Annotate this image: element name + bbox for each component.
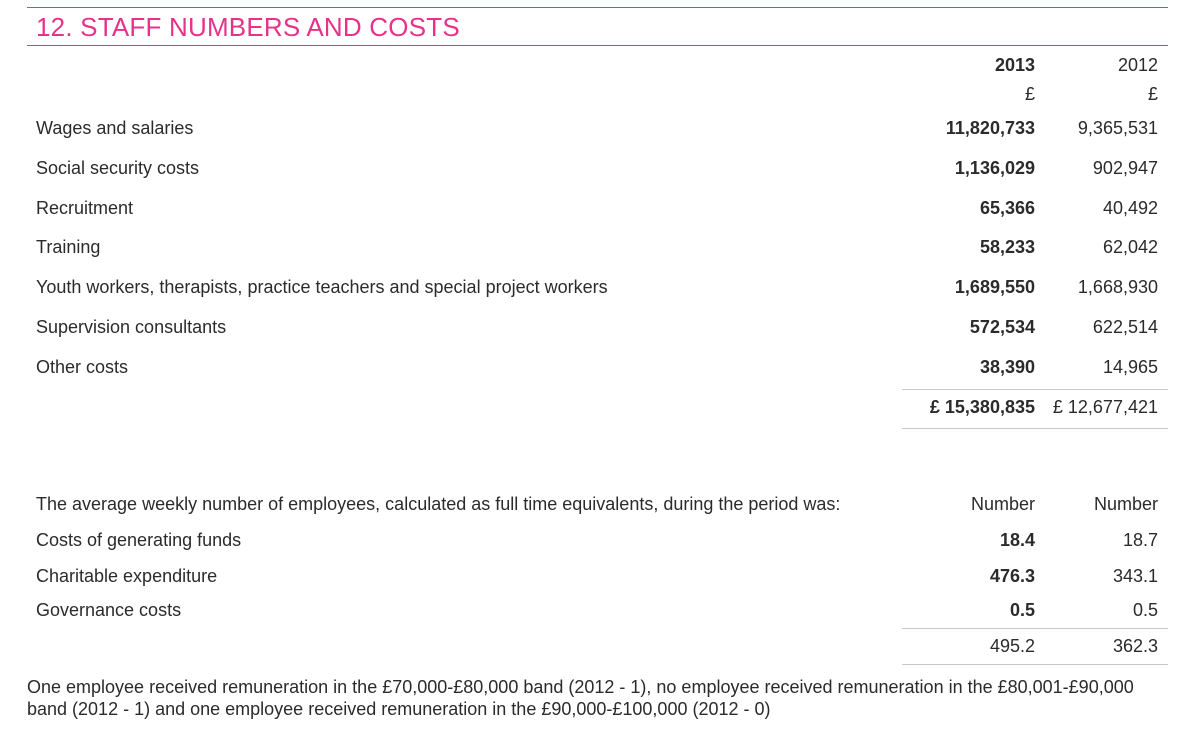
costs-currency-header	[0, 84, 1200, 110]
employee-row-governance	[0, 600, 1200, 626]
employees-total-rule	[902, 628, 1168, 629]
cost-2013-value: 1,136,029	[954, 158, 1035, 178]
costs-total-rule	[902, 389, 1168, 390]
employees-header-row	[0, 494, 1200, 520]
cost-row-label: Recruitment	[36, 198, 134, 218]
remuneration-note: One employee received remuneration in the £70,000-£80,000 band (2012 - 1), no employee received remuneration in the £80,001-£90,000 band (2012 - 1) and one employee received remuneration in the £90,000-£100,000 (2012 - 0)	[27, 677, 1134, 719]
cost-2012-value: 14,965	[1102, 357, 1158, 377]
employee-row-label: Charitable expenditure	[36, 566, 218, 586]
cost-2012-value: 9,365,531	[1077, 118, 1158, 138]
employee-2013-value: 476.3	[989, 566, 1035, 586]
employees-total-row	[0, 636, 1200, 662]
cost-2013-value: 1,689,550	[954, 277, 1035, 297]
cost-row-label: Wages and salaries	[36, 118, 194, 138]
employee-row-charitable	[0, 566, 1200, 592]
cost-2012-value: 622,514	[1092, 317, 1158, 337]
cost-2012-value: 40,492	[1102, 198, 1158, 218]
cost-2013-value: 58,233	[979, 237, 1035, 257]
cost-2013-value: 65,366	[979, 198, 1035, 218]
cost-row-label: Social security costs	[36, 158, 200, 178]
cost-row-label: Supervision consultants	[36, 317, 227, 337]
section-title: 12. STAFF NUMBERS AND COSTS	[36, 12, 460, 42]
cost-row-label: Training	[36, 237, 101, 257]
employee-row-label: Governance costs	[36, 600, 182, 620]
costs-total-underline	[902, 428, 1168, 429]
cost-row-supervision	[0, 317, 1200, 343]
employees-total-underline	[902, 664, 1168, 665]
employees-total-2013: 495.2	[989, 636, 1035, 656]
cost-row-training	[0, 237, 1200, 263]
employee-2012-value: 0.5	[1132, 600, 1158, 620]
employee-2012-value: 18.7	[1122, 530, 1158, 550]
year-2012-header: 2012	[1117, 55, 1158, 75]
costs-total-row	[0, 397, 1200, 423]
cost-row-recruitment	[0, 198, 1200, 224]
cost-row-youth-workers	[0, 277, 1200, 303]
currency-2013-header: £	[1024, 84, 1035, 104]
year-2013-header: 2013	[994, 55, 1035, 75]
employee-row-label: Costs of generating funds	[36, 530, 242, 550]
cost-2012-value: 62,042	[1102, 237, 1158, 257]
cost-2012-value: 902,947	[1092, 158, 1158, 178]
cost-row-wages	[0, 118, 1200, 144]
costs-year-header	[0, 55, 1200, 81]
total-2013-value: £ 15,380,835	[929, 397, 1035, 417]
cost-2013-value: 38,390	[979, 357, 1035, 377]
cost-row-social-security	[0, 158, 1200, 184]
top-accent-rule	[27, 7, 1168, 8]
cost-2012-value: 1,668,930	[1077, 277, 1158, 297]
cost-row-label: Other costs	[36, 357, 129, 377]
total-2012-value: £ 12,677,421	[1052, 397, 1158, 417]
employee-row-generating-funds	[0, 530, 1200, 556]
employees-intro: The average weekly number of employees, calculated as full time equivalents, during the period was:	[36, 494, 841, 514]
cost-2013-value: 572,534	[969, 317, 1035, 337]
employee-2012-value: 343.1	[1112, 566, 1158, 586]
employees-total-2012: 362.3	[1112, 636, 1158, 656]
currency-2012-header: £	[1147, 84, 1158, 104]
cost-row-other	[0, 357, 1200, 383]
employee-2013-value: 0.5	[1009, 600, 1035, 620]
number-2012-header: Number	[1093, 494, 1158, 514]
cost-2013-value: 11,820,733	[945, 118, 1035, 138]
employee-2013-value: 18.4	[999, 530, 1035, 550]
cost-row-label: Youth workers, therapists, practice teachers and special project workers	[36, 277, 608, 297]
number-2013-header: Number	[970, 494, 1035, 514]
title-underline	[27, 45, 1168, 46]
